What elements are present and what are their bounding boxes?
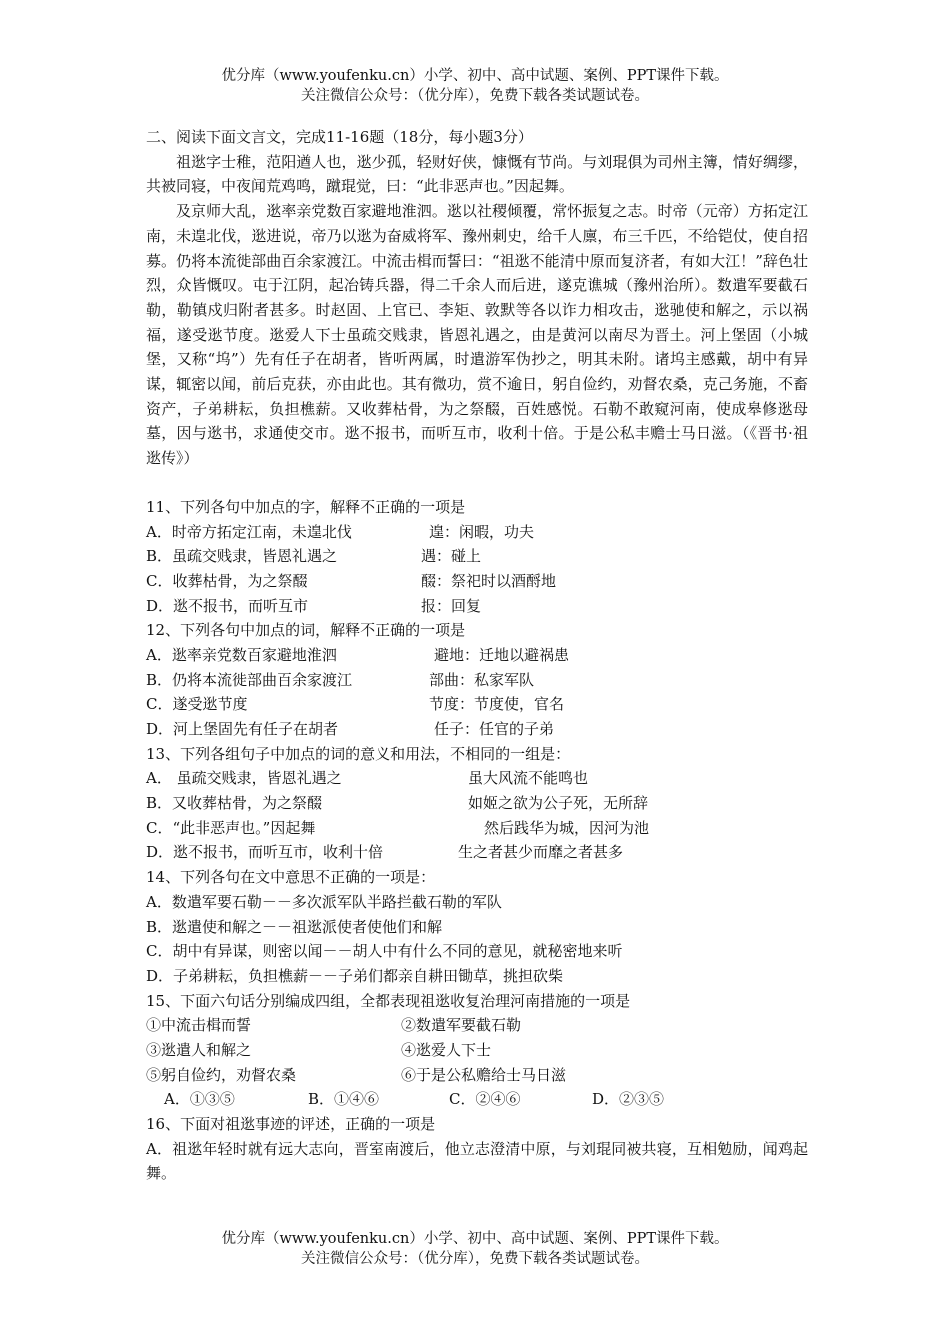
choice-a: A．①③⑤: [164, 1090, 235, 1109]
question-12-option-d: D．河上堡固先有任子在胡者 任子：任官的子弟: [146, 720, 555, 739]
question-14-option-d: D．子弟耕耘，负担樵薪－－子弟们都亲自耕田锄草，挑担砍柴: [146, 966, 564, 985]
question-12-stem: 12、下列各句中加点的词，解释不正确的一项是: [146, 621, 466, 640]
page-header: [0, 66, 950, 106]
question-15-items-row-1: ①中流击楫而誓 ②数遣军要截石勒: [146, 1016, 522, 1035]
question-11-option-c: C．收葬枯骨，为之祭醊 醊：祭祀时以酒酹地: [146, 571, 557, 590]
question-13-option-a: A． 虽疏交贱隶，皆恩礼遇之 虽大风流不能鸣也: [146, 769, 589, 788]
question-14-stem: 14、下列各句在文中意思不正确的一项是：: [146, 868, 436, 887]
question-11-option-b: B．虽疏交贱隶，皆恩礼遇之 遇：碰上: [146, 547, 482, 566]
question-11-stem: 11、下列各句中加点的字，解释不正确的一项是: [146, 497, 466, 516]
choice-c: C．②④⑥: [449, 1090, 521, 1109]
question-14-option-b: B．逖遣使和解之－－祖逖派使者使他们和解: [146, 917, 443, 936]
document-body: [146, 125, 808, 1186]
question-16-option-a: A．祖逖年轻时就有远大志向，晋室南渡后，他立志澄清中原，与刘琨同被共寝，互相勉励，闻鸡起舞。: [146, 1139, 808, 1183]
footer-line-1: 优分库（www.youfenku.cn）小学、初中、高中试题、案例、PPT课件下载。: [221, 1231, 729, 1247]
question-12-option-a: A．逖率亲党数百家避地淮泗 避地：迁地以避祸患: [146, 645, 570, 664]
question-14-option-c: C．胡中有异谋，则密以闻－－胡人中有什么不同的意见，就秘密地来听: [146, 942, 623, 961]
footer-line-2: 关注微信公众号：（优分库），免费下载各类试题试卷。: [301, 1251, 649, 1267]
passage-paragraph-2: 及京师大乱，逖率亲党数百家避地淮泗。逖以社稷倾覆，常怀振复之志。时帝（元帝）方拓定江南，未遑北伐，逖进说，帝乃以逖为奋威将军、豫州刺史，给千人廪，布三千匹，不给铠仗，使自招募。仍将本流徙部曲百余家渡江。中流击楫而誓曰：“祖逖不能清中原而复济者，有如大江！”辞色壮烈，众皆慨叹。屯于江阴，起冶铸兵器，得二千余人而后进，遂克谯城（豫州治所）。数遣军要截石勒，勒镇戍归附者甚多。时赵固、上官已、李矩、敦默等各以诈力相攻击，逖驰使和解之，示以祸福，遂受逖节度。逖爱人下士虽疏交贱隶，皆恩礼遇之，由是黄河以南尽为晋土。河上堡固（小城堡，又称“坞”）先有任子在胡者，皆听两属，时遣游军伪抄之，明其未附。诸坞主感戴，胡中有异谋，辄密以闻，前后克获，亦由此也。其有微功，赏不逾日，躬自俭约，劝督农桑，克己务施，不畜资产，子弟耕耘，负担樵薪。又收葬枯骨，为之祭醊，百姓感悦。石勒不敢窥河南，使成皋修逖母墓，因与逖书，求通使交市。逖不报书，而听互市，收利十倍。于是公私丰赡士马日滋。（《晋书·祖逖传》）: [146, 202, 808, 468]
question-15-items-row-3: ⑤躬自俭约，劝督农桑 ⑥于是公私赡给士马日滋: [146, 1065, 567, 1084]
choice-b: B．①④⑥: [308, 1090, 380, 1109]
page-footer: [0, 1229, 950, 1269]
question-11-option-a: A．时帝方拓定江南，未遑北伐 遑：闲暇，功夫: [146, 522, 535, 541]
question-13-option-c: C．“此非恶声也。”因起舞 然后践华为城，因河为池: [146, 818, 650, 837]
passage-paragraph-1: 祖逖字士稚，范阳遒人也，逖少孤，轻财好侠，慷慨有节尚。与刘琨俱为司州主簿，情好绸缪，共被同寝，中夜闻荒鸡鸣，蹴琨觉，曰：“此非恶声也。”因起舞。: [146, 152, 808, 196]
question-11-option-d: D．逖不报书，而听互市 报：回复: [146, 596, 482, 615]
question-13-option-b: B．又收葬枯骨，为之祭醊 如姬之欲为公子死，无所辞: [146, 794, 649, 813]
choice-d: D．②③⑤: [592, 1090, 665, 1109]
question-15-items-row-2: ③逖遣人和解之 ④逖爱人下士: [146, 1040, 492, 1059]
question-13-option-d: D．逖不报书，而听互市，收利十倍 生之者甚少而靡之者甚多: [146, 843, 624, 862]
question-13-stem: 13、下列各组句子中加点的词的意义和用法，不相同的一组是：: [146, 744, 571, 763]
header-line-1: 优分库（www.youfenku.cn）小学、初中、高中试题、案例、PPT课件下载。: [221, 68, 729, 84]
question-16-stem: 16、下面对祖逖事迹的评述，正确的一项是: [146, 1115, 436, 1134]
question-14-option-a: A．数遣军要石勒－－多次派军队半路拦截石勒的军队: [146, 892, 502, 911]
question-12-option-c: C．遂受逖节度 节度：节度使，官名: [146, 695, 565, 714]
question-15-stem: 15、下面六句话分别编成四组，全都表现祖逖收复治理河南措施的一项是: [146, 991, 631, 1010]
question-12-option-b: B．仍将本流徙部曲百余家渡江 部曲：私家军队: [146, 670, 535, 689]
question-15-choices: [146, 1087, 808, 1112]
header-line-2: 关注微信公众号：（优分库），免费下载各类试题试卷。: [301, 88, 649, 104]
section-title: 二、阅读下面文言文，完成11-16题（18分，每小题3分）: [146, 128, 533, 146]
